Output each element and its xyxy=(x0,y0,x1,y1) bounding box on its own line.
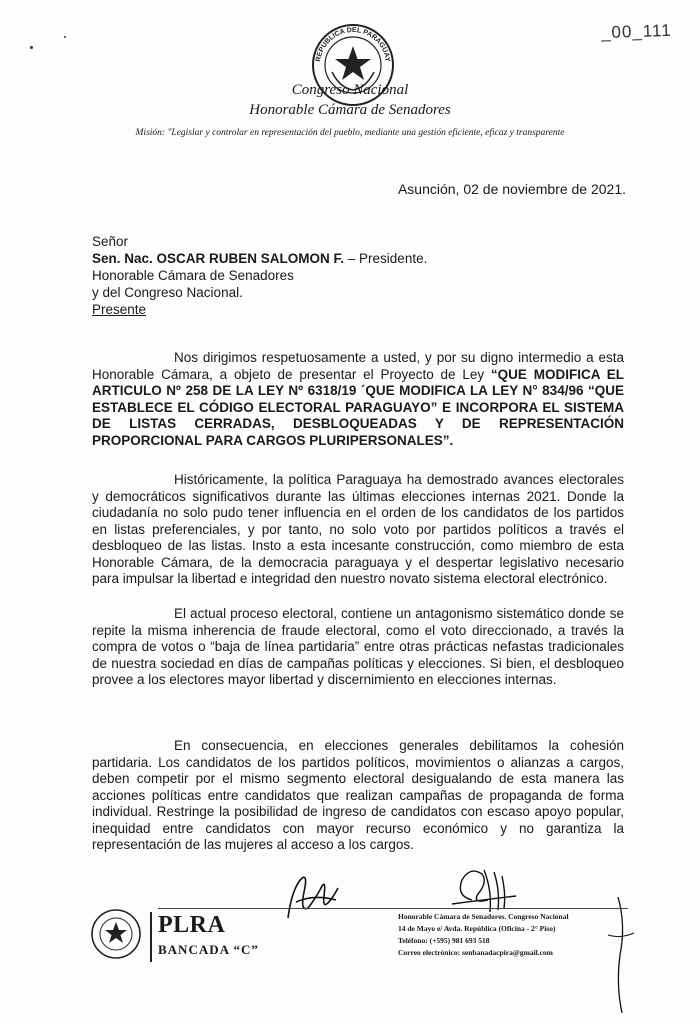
recipient-name: Sen. Nac. OSCAR RUBEN SALOMON F. xyxy=(92,251,345,266)
paragraph-1 xyxy=(92,350,624,449)
scan-speck xyxy=(30,46,33,49)
reference-number: _00_111 xyxy=(601,20,673,43)
contact-email: Correo electrónico: senbanadacpira@gmail.com xyxy=(398,948,553,957)
contact-office: Honorable Cámara de Senadores. Congreso Nacional xyxy=(398,912,569,921)
recipient-line xyxy=(92,251,427,267)
footer-vertical-rule xyxy=(150,912,152,962)
presente-label: Presente xyxy=(92,302,147,317)
party-logo-text: PLRA xyxy=(158,912,226,938)
scan-speck xyxy=(64,36,66,38)
svg-text:REPUBLICA DEL PARAGUAY: REPUBLICA DEL PARAGUAY xyxy=(315,26,391,63)
footer-divider xyxy=(158,908,628,909)
paragraph-2: Históricamente, la política Paraguaya ha demostrado avances electorales y democráticos significativos durante las últimas elecciones internas 2021. Donde la ciudadanía no solo pudo tener influencia en el orden de los candidatos de los partidos en listas preferenciales, y por tanto, no solo voto por partidos políticos a través el desbloqueo de las listas. Insto a esta incesante construcción, como miembro de esta Honorable Cámara, de la democracia paraguaya y el despertar legislativo necesario para impulsar la libertad e integridad den nuestro novato sistema electoral electrónico. xyxy=(92,472,624,586)
salutation: Señor xyxy=(92,234,129,249)
recipient-role: – Presidente. xyxy=(344,251,428,266)
mission-statement: Misión: "Legislar y controlar en representación del pueblo, mediante una gestión eficiente, eficaz y transparente xyxy=(135,128,565,138)
recipient-institution: Honorable Cámara de Senadores xyxy=(92,268,294,283)
bancada-label: BANCADA “C” xyxy=(158,942,259,957)
recipient-institution-2: y del Congreso Nacional. xyxy=(92,285,243,300)
bill-title: “QUE MODIFICA EL ARTICULO Nº 258 DE LA LEY Nº 6318/19 ´QUE MODIFICA LA LEY N° 834/96 “QUE ESTABLECE EL CÓDIGO ELECTORAL PARAGUAYO” E INCORPORA EL SISTEMA DE LISTAS CERRADAS, DESBLOQUEADAS Y DE REPRESENTACIÓN PROPORCIONAL PARA CARGOS PLURIPERSONALES”. xyxy=(92,366,625,448)
signature-2 xyxy=(442,860,522,920)
letter-date: Asunción, 02 de noviembre de 2021. xyxy=(397,181,626,197)
contact-address: 14 de Mayo e/ Avda. República (Oficina - 2° Piso) xyxy=(398,924,556,933)
camara-title: Honorable Cámara de Senadores xyxy=(249,102,451,118)
paragraph-3: El actual proceso electoral, contiene un antagonismo sistemático donde se repite la misma inherencia de fraude electoral, como el voto direccionado, a través la compra de votos o “baja de línea partidaria” entre otras prácticas nefastas tradicionales de nuestra sociedad en días de campañas políticas y elecciones. Si bien, el desbloqueo provee a los electores mayor libertad y discernimiento en elecciones internas. xyxy=(92,606,624,687)
congreso-title: Congreso Nacional xyxy=(291,82,409,98)
pen-stroke xyxy=(600,895,640,1015)
paragraph-4: En consecuencia, en elecciones generales debilitamos la cohesión partidaria. Los candidatos de los partidos políticos, movimientos o alianzas a cargos, deben competir por el mismo segmento electoral desigualando de esta manera las acciones políticas entre candidatos que realizan campañas de propaganda de forma individual. Restringe la posibilidad de ingreso de candidatos con escaso apoyo popular, inequidad entre candidatos con mayor recurso económico y no garantiza la representación de las mujeres al acceso a los cargos. xyxy=(92,738,624,852)
signature-1 xyxy=(278,868,350,928)
contact-phone: Teléfono: (+595) 981 693 518 xyxy=(398,936,490,945)
footer-seal-icon xyxy=(90,908,142,960)
paragraph-1-plain: Nos dirigimos respetuosamente a usted, y por su digno intermedio a esta Honorable Cámara, a objeto de presentar el Proyecto de Ley xyxy=(92,350,624,382)
